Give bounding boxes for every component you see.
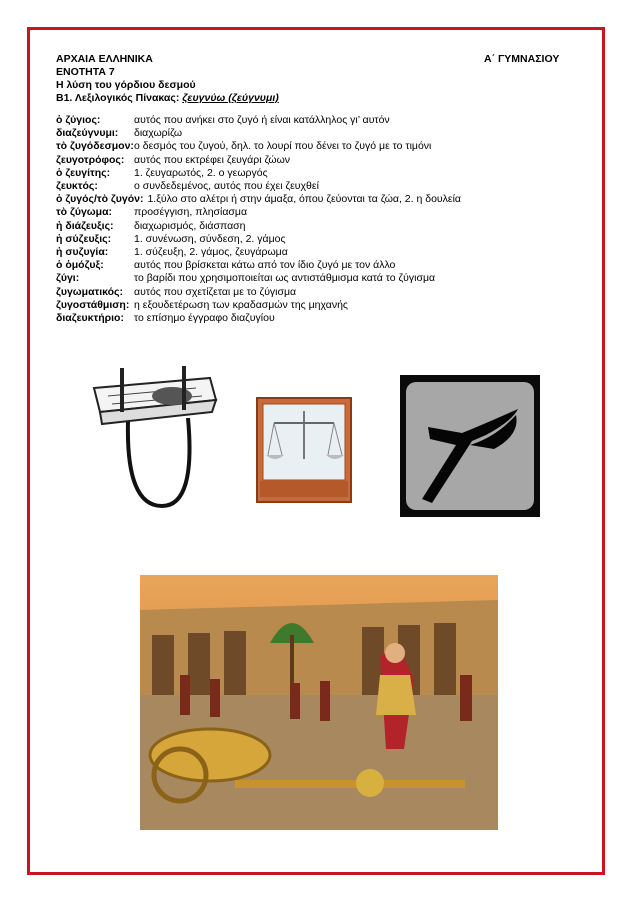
glossary-definition: η εξουδετέρωση των κραδασμών της μηχανής [134,298,348,311]
glossary-term: ἡ σύζευξις: [56,232,112,245]
glossary-row [56,180,576,193]
glossary-definition: αυτός που ανήκει στο ζυγό ή είναι κατάλληλος γι’ αυτόν [134,114,390,126]
wooden-yoke-image [92,366,218,514]
glossary-row [56,299,576,312]
vocabulary-heading [56,92,279,105]
glossary-row [56,312,576,325]
glossary-term: ζευγοτρόφος: [56,153,125,166]
glossary-definition: 1. συνένωση, σύνδεση, 2. γάμος [134,232,286,245]
glossary-term: τὸ ζύγωμα: [56,206,113,219]
glossary-row [56,154,576,167]
glossary-definition: το επίσημο έγγραφο διαζυγίου [134,312,275,325]
vocabulary-label: Β1. Λεξιλογικός Πίνακας: [56,92,180,104]
glossary-row [56,233,576,246]
glossary-definition: αυτός που εκτρέφει ζευγάρι ζώων [134,153,291,166]
glossary-term: διαζεύγνυμι: [56,127,119,140]
glossary-definition: αυτός που βρίσκεται κάτω από τον ίδιο ζυγό με τον άλλο [134,259,396,272]
glossary-term: ἡ διάζευξις: [56,219,114,232]
glossary-term: ὁ ζευγίτης: [56,166,111,179]
grade-label: Α΄ ΓΥΜΝΑΣΙΟΥ [484,53,560,65]
glossary-row [56,246,576,259]
glossary-definition: ο συνδεδεμένος, αυτός που έχει ζευχθεί [134,180,319,193]
glossary-term: ὁ ζυγός/τὸ ζυγόν: [56,193,144,206]
glossary-definition: προσέγγιση, πλησίασμα [134,206,248,219]
glossary-row [56,272,576,285]
balance-scale-image [256,397,352,507]
glossary-row [56,193,576,206]
glossary-definition: διαχωρίζω [134,127,183,140]
glossary-term: διαζευκτήριο: [56,312,124,325]
glossary-definition: 1.ξύλο στο αλέτρι ή στην άμαξα, όπου ζεύονται τα ζώα, 2. η δουλεία [147,193,461,206]
glossary-definition: διαχωρισμός, διάσπαση [134,219,246,232]
glossary-row [56,286,576,299]
unit-label: ΕΝΟΤΗΤΑ 7 [56,66,115,78]
glossary-row [56,140,576,153]
glossary-row [56,167,576,180]
glossary-term: ὁ ζύγιος: [56,114,101,126]
glossary-row [56,206,576,219]
subject-title: ΑΡΧΑΙΑ ΕΛΛΗΝΙΚΑ [56,53,153,65]
glossary-term: ἡ συζυγία: [56,246,109,259]
glossary-definition: αυτός που σχετίζεται με το ζύγισμα [134,285,297,298]
glossary-definition: 1. ζευγαρωτός, 2. ο γεωργός [134,166,268,179]
glossary-row [56,220,576,233]
glossary-term: ζευκτός: [56,180,98,193]
yoke-sign-image [400,375,540,517]
lesson-title: Η λύση του γόρδιου δεσμού [56,79,196,91]
glossary-row [56,114,576,127]
glossary-term: ζύγι: [56,272,80,285]
glossary-term: ὁ ὁμόζυξ: [56,259,104,272]
glossary-definition: 1. σύζευξη, 2. γάμος, ζευγάρωμα [134,246,288,259]
gordian-knot-painting [140,575,498,830]
glossary-term: ζυγωματικός: [56,285,124,298]
glossary-term: ζυγοστάθμιση: [56,298,130,311]
glossary-definition: το βαρίδι που χρησιμοποιείται ως αντιστάθμισμα κατά το ζύγισμα [134,272,436,285]
glossary-list [56,114,576,325]
glossary-row [56,259,576,272]
glossary-definition: ο δεσμός του ζυγού, δηλ. το λουρί που δένει το ζυγό με το τιμόνι [134,140,432,153]
vocabulary-word: ζευγνύω (ζεύγνυμι) [182,92,279,104]
glossary-term: τὸ ζυγόδεσμον: [56,140,134,153]
glossary-row [56,127,576,140]
